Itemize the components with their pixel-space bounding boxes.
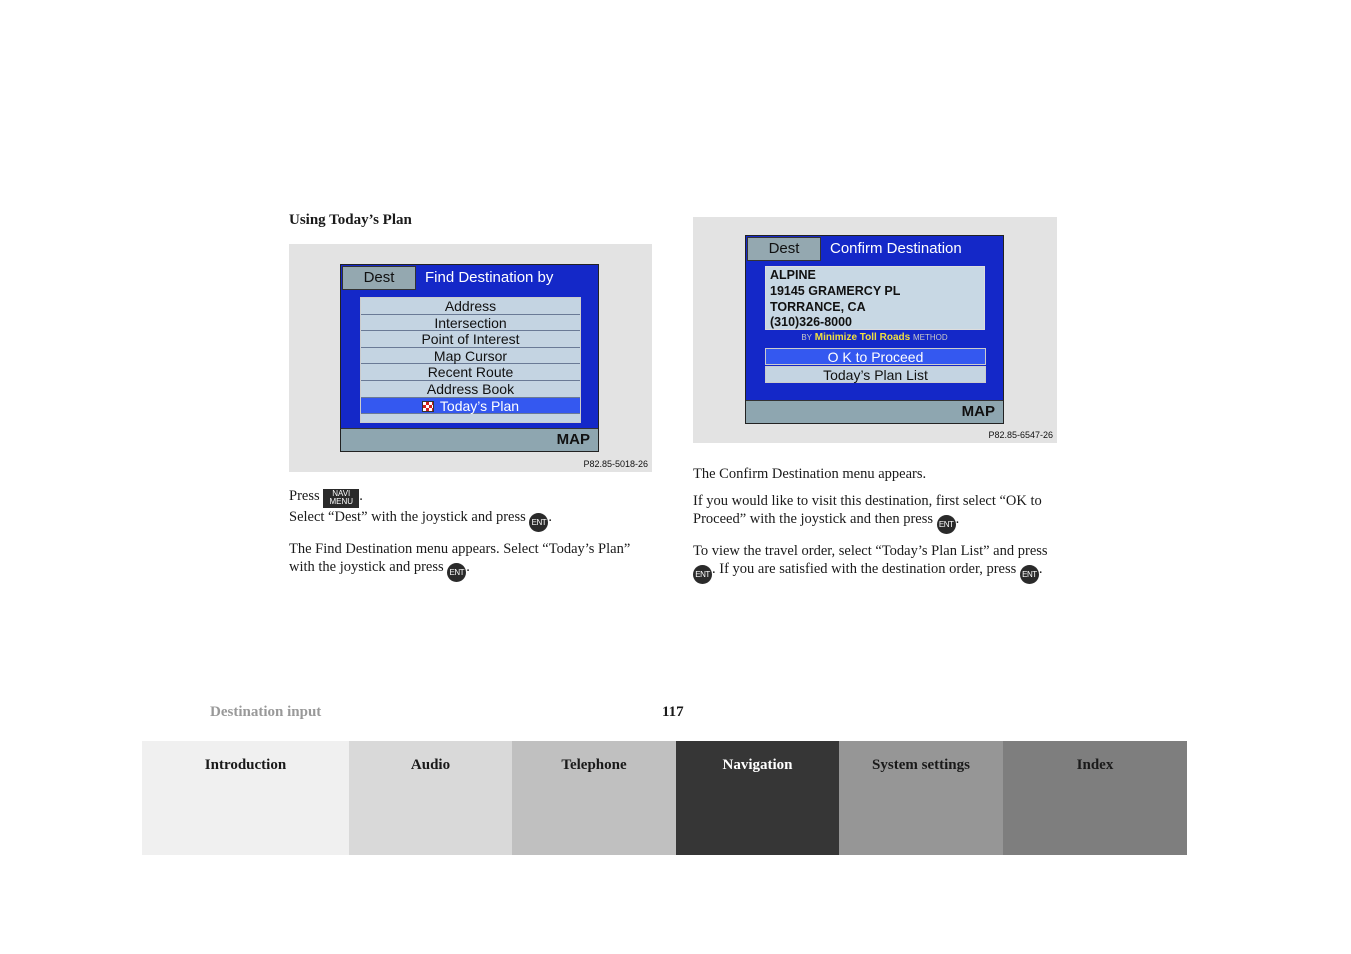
nav-screen-find-destination — [340, 264, 599, 452]
tab-label: Audio — [410, 757, 451, 773]
address-line: ALPINE — [770, 268, 816, 282]
select-dest-text: Select “Dest” with the joystick and press — [289, 508, 526, 525]
footer-section-name: Destination input — [210, 704, 322, 720]
map-button[interactable]: MAP — [961, 403, 995, 420]
ent-icon: ENT — [529, 513, 548, 532]
ent-icon: ENT — [937, 515, 956, 534]
left-instructions: Press NAVI MENU . Select “Dest” with the joystick and press ENT . The Find Destination menu appears. Select “Today’s Plan” with the joystick and press ENT . — [289, 487, 649, 582]
menu-item[interactable]: Intersection — [361, 315, 580, 332]
todays-plan-list-button[interactable]: Today’s Plan List — [765, 366, 986, 383]
chapter-tabs — [142, 741, 1187, 855]
destination-menu — [360, 297, 581, 423]
status-bar — [341, 428, 598, 451]
dest-tab[interactable]: Dest — [342, 266, 416, 290]
press-text: Press — [289, 488, 320, 504]
tab-label: Index — [1076, 757, 1114, 773]
ent-icon: ENT — [1020, 565, 1039, 584]
menu-item[interactable]: Address — [361, 298, 580, 315]
navi-label: NAVI — [332, 488, 351, 498]
page-number: 117 — [662, 704, 684, 720]
tab-label: Introduction — [204, 757, 287, 773]
satisfied-text: . If you are satisfied with the destination order, press — [712, 561, 1017, 577]
tab-telephone[interactable] — [512, 741, 676, 855]
menu-item[interactable]: Recent Route — [361, 364, 580, 381]
map-button[interactable]: MAP — [556, 431, 590, 448]
address-line: (310)326-8000 — [770, 315, 853, 330]
navi-menu-icon — [323, 489, 359, 508]
address-line: 19145 GRAMERCY PL — [770, 283, 901, 298]
address-box — [765, 266, 985, 330]
route-method — [746, 332, 1003, 343]
tab-label: Navigation — [722, 757, 793, 773]
tab-audio[interactable] — [349, 741, 512, 855]
method-value: Minimize Toll Roads — [814, 332, 911, 343]
travel-order-text: To view the travel order, select “Today’s Plan List” and press — [693, 543, 1048, 559]
figure-find-destination — [289, 244, 652, 472]
screen-title: Confirm Destination — [830, 240, 962, 257]
status-bar — [746, 400, 1003, 423]
figure-code: P82.85-6547-26 — [988, 430, 1053, 440]
menu-item[interactable]: Map Cursor — [361, 348, 580, 365]
tab-label: System settings — [872, 757, 970, 773]
screen-title: Find Destination by — [425, 269, 554, 286]
tab-index[interactable] — [1003, 741, 1187, 855]
ok-proceed-text: If you would like to visit this destination, first select “OK to Proceed” with the joystick and then press — [693, 493, 1042, 527]
right-instructions: The Confirm Destination menu appears. If you would like to visit this destination, first select “OK to Proceed” with the joystick and then press ENT . To view the travel order, select “Today’s Plan List” and press ENT . If you are satisfied with the destination order, press ENT . — [693, 465, 1061, 584]
address-line: TORRANCE, CA — [770, 299, 866, 314]
menu-item[interactable]: Address Book — [361, 381, 580, 398]
figure-confirm-destination — [693, 217, 1057, 443]
method-by: BY — [801, 333, 813, 342]
nav-screen-confirm-destination — [745, 235, 1004, 424]
dest-tab[interactable]: Dest — [747, 237, 821, 261]
confirm-menu-text: The Confirm Destination menu appears. — [693, 466, 927, 482]
section-title: Using Today’s Plan — [289, 212, 412, 228]
ent-icon: ENT — [447, 563, 466, 582]
menu-item-label: Today’s Plan — [439, 397, 520, 414]
tab-navigation[interactable] — [676, 741, 839, 855]
checkered-flag-icon — [422, 401, 434, 412]
method-word: METHOD — [912, 333, 948, 342]
menu-item[interactable]: Point of Interest — [361, 331, 580, 348]
ent-icon: ENT — [693, 565, 712, 584]
ok-to-proceed-button[interactable]: O K to Proceed — [765, 348, 986, 365]
menu-label: MENU — [329, 497, 354, 506]
tab-system-settings[interactable] — [839, 741, 1003, 855]
menu-item-todays-plan[interactable] — [361, 398, 580, 415]
find-destination-text: The Find Destination menu appears. Select “Today’s Plan” with the joystick and press — [289, 540, 631, 575]
tab-introduction[interactable] — [142, 741, 349, 855]
tab-label: Telephone — [561, 757, 627, 773]
figure-code: P82.85-5018-26 — [583, 459, 648, 469]
